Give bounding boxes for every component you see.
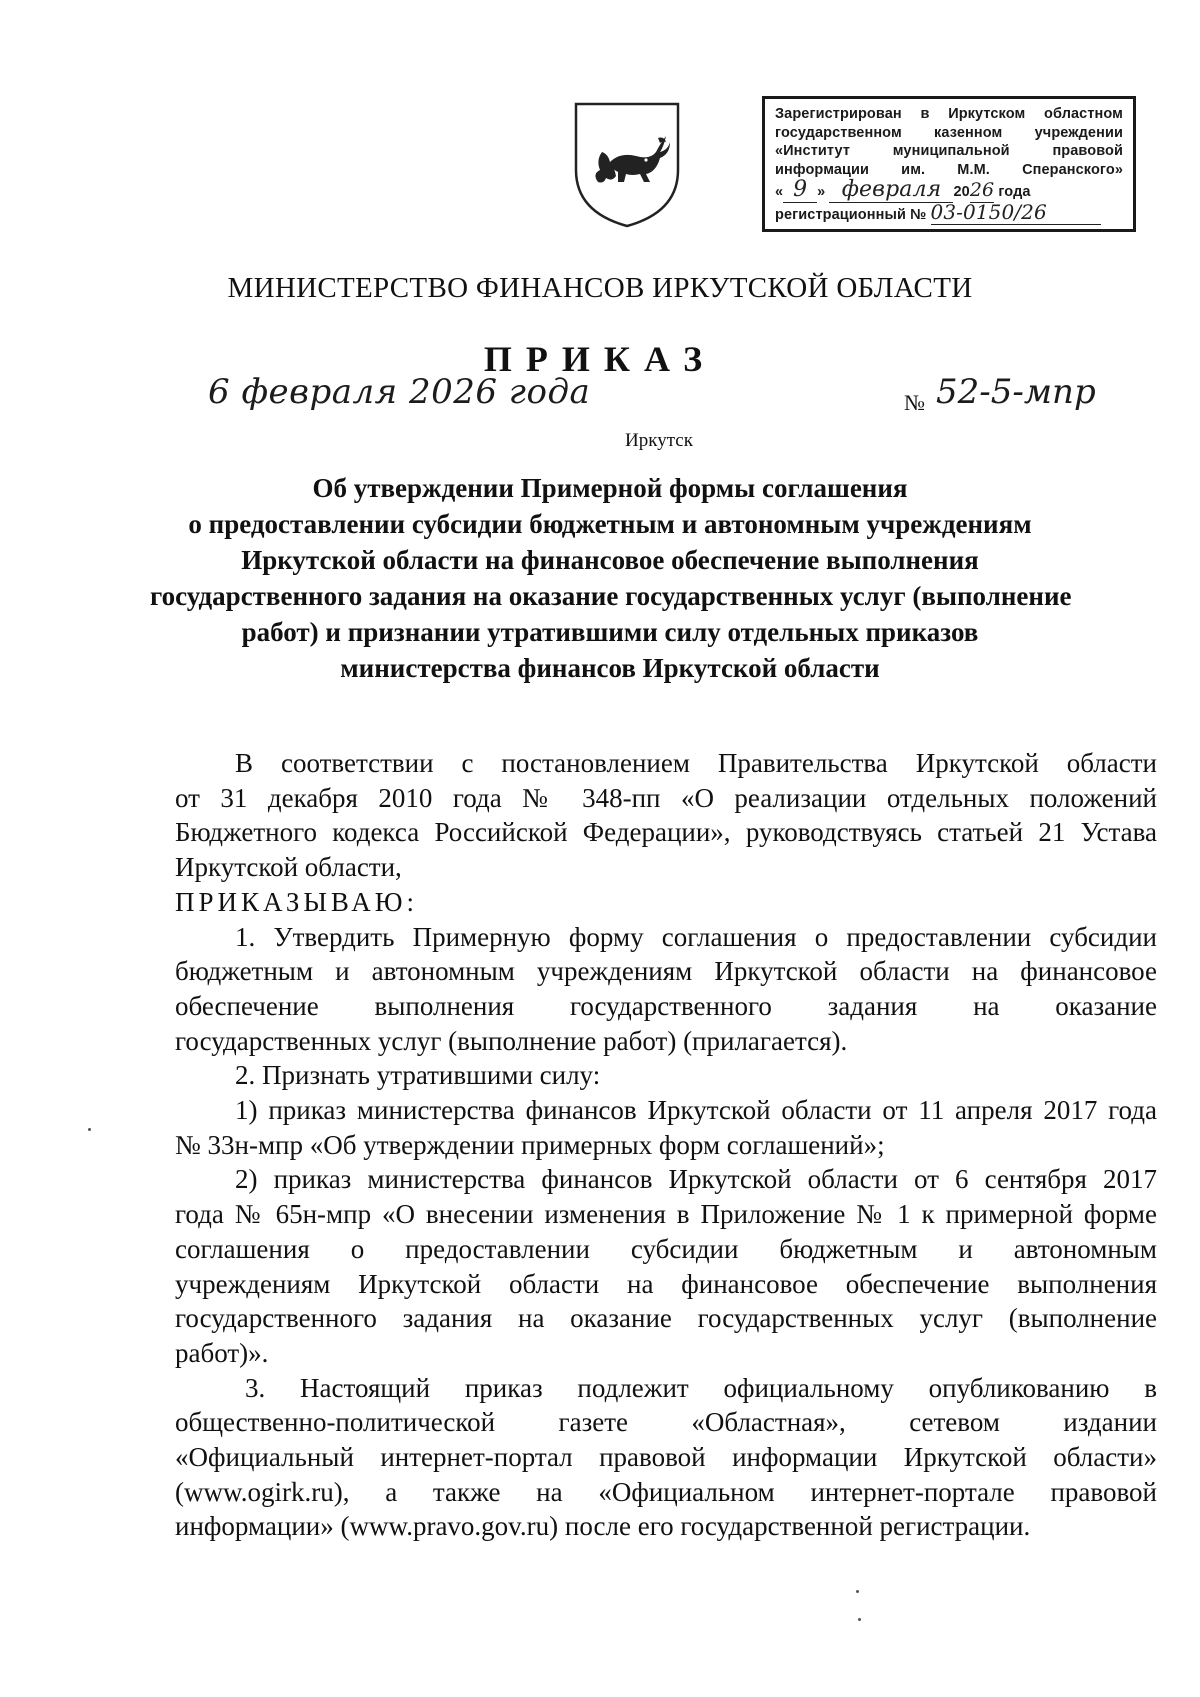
- body-line: 2) приказ министерства финансов Иркутской области от 6 сентября 2017: [235, 1164, 1157, 1195]
- stamp-line: Зарегистрирован в Иркутском областном: [775, 106, 1123, 122]
- handwritten-order-number: 52-5-мпр: [936, 372, 1096, 412]
- body-line: (www.ogirk.ru), а также на «Официальном интернет-портале правовой: [175, 1476, 1157, 1507]
- order-number-prefix: №: [904, 390, 925, 415]
- body-line: «Официальный интернет-портал правовой информации Иркутской области»: [175, 1442, 1157, 1473]
- registration-stamp: [762, 96, 1136, 232]
- body-line: работ)».: [175, 1337, 269, 1368]
- body-line: учреждениям Иркутской области на финансовое обеспечение выполнения: [175, 1268, 1157, 1299]
- title-line: министерства финансов Иркутской области: [340, 653, 880, 683]
- order-body: [175, 746, 1157, 1544]
- stamp-month: февраля: [841, 177, 942, 202]
- stamp-year: 26: [969, 179, 995, 201]
- body-line: 3. Настоящий приказ подлежит официальному опубликованию в: [245, 1372, 1157, 1403]
- stamp-line: информации им. М.М. Сперанского»: [775, 161, 1123, 178]
- body-line: № 33н-мпр «Об утверждении примерных форм соглашений»;: [175, 1129, 885, 1160]
- scan-speck: [856, 1590, 859, 1593]
- stamp-reg-number: 03-0150/26: [930, 199, 1047, 224]
- stamp-reg-line: [775, 199, 1123, 226]
- body-line: государственного задания на оказание государственных услуг (выполнение: [175, 1303, 1157, 1334]
- body-line: бюджетным и автономным учреждениям Иркутской области на финансовое: [175, 956, 1157, 987]
- document-type-title: ПРИКАЗ: [483, 339, 717, 379]
- irkutsk-coat-of-arms-icon: [572, 100, 682, 230]
- body-line: общественно-политической газете «Областная», сетевом издании: [175, 1407, 1157, 1438]
- body-line: Бюджетного кодекса Российской Федерации», руководствуясь статьей 21 Устава: [175, 817, 1157, 848]
- body-line: 1. Утвердить Примерную форму соглашения о предоставлении субсидии: [235, 921, 1157, 952]
- title-line: государственного задания на оказание государственных услуг (выполнение: [150, 581, 1072, 611]
- body-line-decree: ПРИКАЗЫВАЮ:: [175, 886, 418, 917]
- scan-speck: [858, 1618, 861, 1621]
- body-line: года № 65н-мпр «О внесении изменения в Приложение № 1 к примерной форме: [175, 1199, 1157, 1230]
- body-line: В соответствии с постановлением Правительства Иркутской области: [235, 748, 1157, 778]
- body-line: Иркутской области,: [175, 852, 402, 883]
- ministry-name: МИНИСТЕРСТВО ФИНАНСОВ ИРКУТСКОЙ ОБЛАСТИ: [227, 272, 973, 304]
- stamp-day: 9: [793, 177, 808, 202]
- handwritten-date: 6 февраля 2026 года: [208, 372, 591, 412]
- body-line: от 31 декабря 2010 года № 348-пп «О реализации отдельных положений: [175, 782, 1157, 813]
- stamp-reg-label: регистрационный №: [775, 206, 927, 223]
- body-line: 2. Признать утратившими силу:: [235, 1060, 601, 1091]
- stamp-line: государственном казенном учреждении: [775, 124, 1123, 141]
- stamp-date-line: « 9 » февраля 2026 года: [775, 177, 1031, 202]
- title-line: Иркутской области на финансовое обеспечение выполнения: [241, 545, 979, 575]
- title-line: работ) и признании утратившими силу отдельных приказов: [241, 617, 979, 647]
- body-line: государственных услуг (выполнение работ) (прилагается).: [175, 1025, 848, 1056]
- body-line: соглашения о предоставлении субсидии бюджетным и автономным: [175, 1233, 1157, 1264]
- body-line: информации» (www.pravo.gov.ru) после его государственной регистрации.: [175, 1511, 1031, 1542]
- city-name: Иркутск: [625, 430, 693, 451]
- title-line: о предоставлении субсидии бюджетным и автономным учреждениям: [188, 509, 1032, 539]
- coat-of-arms-emblem: [572, 100, 682, 230]
- scan-speck: [88, 1128, 91, 1131]
- stamp-line: «Институт муниципальной правовой: [775, 143, 1123, 159]
- order-title: [150, 470, 1070, 686]
- body-line: обеспечение выполнения государственного задания на оказание: [175, 990, 1157, 1021]
- title-line: Об утверждении Примерной формы соглашения: [312, 473, 908, 503]
- body-line: 1) приказ министерства финансов Иркутской области от 11 апреля 2017 года: [235, 1095, 1157, 1126]
